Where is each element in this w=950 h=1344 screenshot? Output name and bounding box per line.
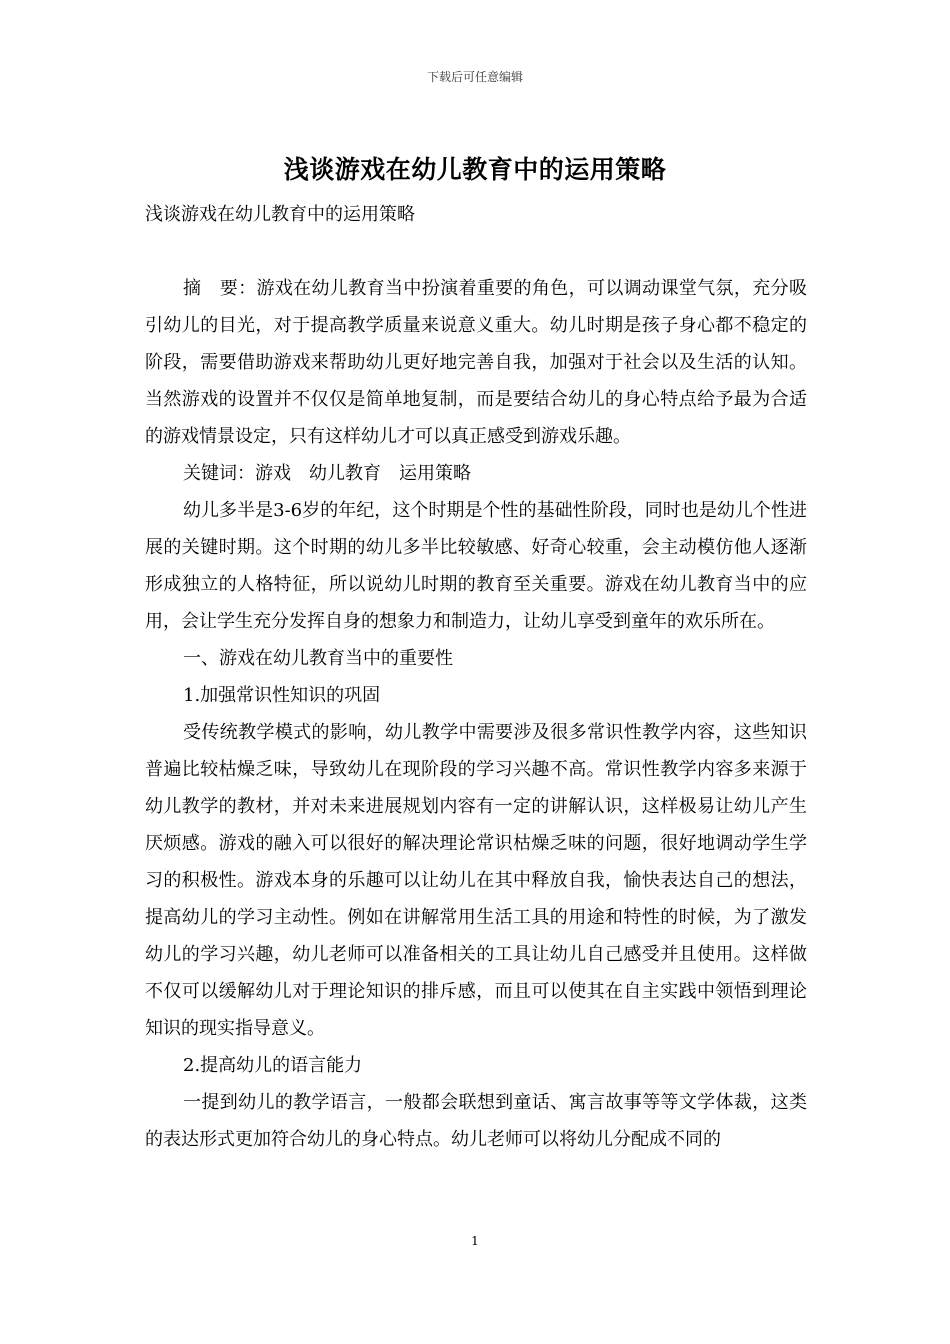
abstract-paragraph: 摘 要：游戏在幼儿教育当中扮演着重要的角色，可以调动课堂气氛，充分吸引幼儿的目光，对于提高教学质量来说意义重大。幼儿时期是孩子身心都不稳定的阶段，需要借助游戏来帮助幼儿更好地完善自我，加强对于社会以及生活的认知。当然游戏的设置并不仅仅是简单地复制，而是要结合幼儿的身心特点给予最为合适的游戏情景设定，只有这样幼儿才可以真正感受到游戏乐趣。	[145, 278, 807, 447]
body-paragraph: 受传统教学模式的影响，幼儿教学中需要涉及很多常识性教学内容，这些知识普遍比较枯燥乏味，导致幼儿在现阶段的学习兴趣不高。常识性教学内容多来源于幼儿教学的教材，并对未来进展规划内容有一定的讲解认识，这样极易让幼儿产生厌烦感。游戏的融入可以很好的解决理论常识枯燥乏味的问题，很好地调动学生学习的积极性。游戏本身的乐趣可以让幼儿在其中释放自我，愉快表达自己的想法，提高幼儿的学习主动性。例如在讲解常用生活工具的用途和特性的时候，为了激发幼儿的学习兴趣，幼儿老师可以准备相关的工具让幼儿自己感受并且使用。这样做不仅可以缓解幼儿对于理论知识的排斥感，而且可以使其在自主实践中领悟到理论知识的现实指导意义。	[145, 722, 807, 1039]
section-heading-1: 一、游戏在幼儿教育当中的重要性	[183, 648, 453, 669]
document-title: 浅谈游戏在幼儿教育中的运用策略	[283, 155, 667, 184]
page-number: 1	[471, 1234, 479, 1248]
subsection-heading-1: 1.加强常识性知识的巩固	[183, 685, 381, 706]
body-paragraph: 一提到幼儿的教学语言，一般都会联想到童话、寓言故事等等文学体裁，这类的表达形式更加符合幼儿的身心特点。幼儿老师可以将幼儿分配成不同的	[145, 1092, 807, 1150]
subsection-heading-2: 2.提高幼儿的语言能力	[183, 1055, 363, 1076]
document-subtitle: 浅谈游戏在幼儿教育中的运用策略	[145, 204, 415, 225]
page-header: 下载后可任意编辑	[426, 70, 523, 84]
document-body	[145, 270, 807, 1158]
intro-paragraph: 幼儿多半是3-6岁的年纪，这个时期是个性的基础性阶段，同时也是幼儿个性进展的关键时期。这个时期的幼儿多半比较敏感、好奇心较重，会主动模仿他人逐渐形成独立的人格特征，所以说幼儿时期的教育至关重要。游戏在幼儿教育当中的应用，会让学生充分发挥自身的想象力和制造力，让幼儿享受到童年的欢乐所在。	[145, 500, 807, 632]
keywords-paragraph: 关键词：游戏 幼儿教育 运用策略	[183, 463, 471, 484]
